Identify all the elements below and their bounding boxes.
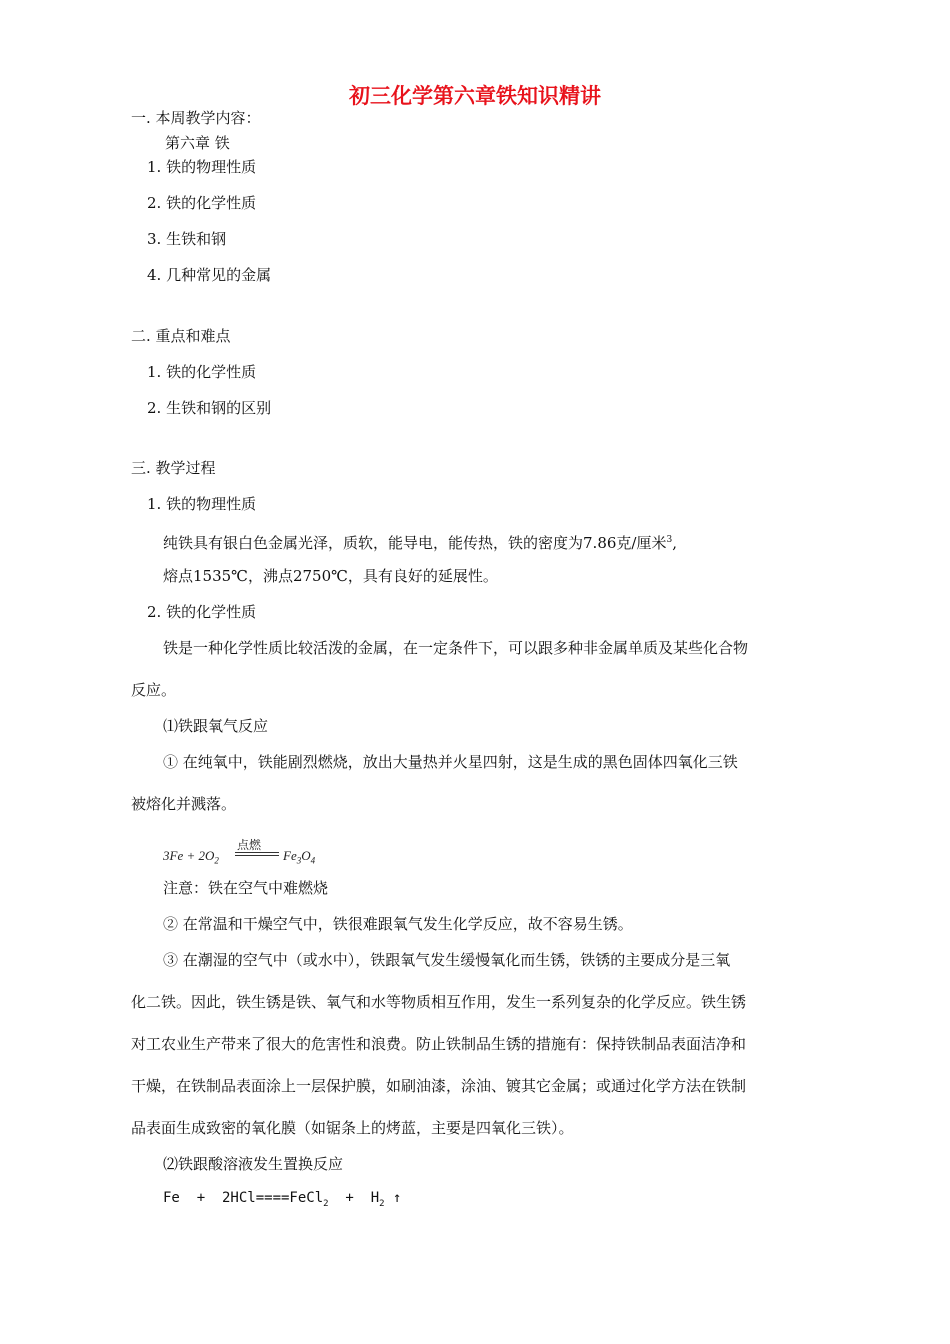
equation-iron-oxygen (163, 836, 363, 866)
list-item: 1. 铁的化学性质 (147, 363, 257, 381)
paragraph-line: 铁是一种化学性质比较活泼的金属，在一定条件下，可以跟多种非金属单质及某些化合物 (163, 639, 749, 657)
list-item: 2. 铁的化学性质 (147, 194, 257, 212)
section-3-heading: 三. 教学过程 (131, 459, 216, 477)
reaction-condition: 点燃 (237, 838, 262, 852)
superscript-3: 3 (666, 535, 673, 545)
subsection-physical: 1. 铁的物理性质 (147, 495, 257, 513)
paragraph-line: ③ 在潮湿的空气中（或水中），铁跟氧气发生缓慢氧化而生锈，铁锈的主要成分是三氧 (163, 951, 731, 969)
paragraph-line: 化二铁。因此，铁生锈是铁、氧气和水等物质相互作用，发生一系列复杂的化学反应。铁生锈 (131, 993, 747, 1011)
comma: , (672, 534, 677, 552)
paragraph-line: 被熔化并溅落。 (131, 795, 237, 813)
paragraph-line: 熔点1535℃，沸点2750℃，具有良好的延展性。 (163, 567, 498, 585)
list-item: 3. 生铁和钢 (147, 230, 227, 248)
list-item: 2. 生铁和钢的区别 (147, 399, 272, 417)
subsection-chemical: 2. 铁的化学性质 (147, 603, 257, 621)
paragraph-line: ② 在常温和干燥空气中，铁很难跟氧气发生化学反应，故不容易生锈。 (163, 915, 633, 933)
document-title: 初三化学第六章铁知识精讲 (349, 84, 601, 108)
acid-heading: ⑵铁跟酸溶液发生置换反应 (163, 1155, 344, 1173)
equals-bar (235, 855, 279, 856)
equation-lhs: $3Fe + 2O_2$ (163, 848, 219, 866)
chapter-label: 第六章 铁 (165, 134, 230, 152)
equation-iron-acid: Fe + 2HCl====FeCl$_2$ + $H_2$ ↑ (163, 1190, 402, 1209)
section-1-heading: 一. 本周教学内容： (131, 109, 261, 127)
section-2-heading: 二. 重点和难点 (131, 327, 231, 345)
equation-rhs: $Fe_3O_4$ (283, 848, 316, 866)
physical-text: 纯铁具有银白色金属光泽，质软，能导电，能传热，铁的密度为7.86克/厘米 (163, 534, 667, 552)
oxygen-heading: ⑴铁跟氧气反应 (163, 717, 269, 735)
paragraph-line: 干燥，在铁制品表面涂上一层保护膜，如刷油漆，涂油、镀其它金属；或通过化学方法在铁制 (131, 1077, 747, 1095)
note-line: 注意：铁在空气中难燃烧 (163, 879, 329, 897)
paragraph-line: 品表面生成致密的氧化膜（如锯条上的烤蓝，主要是四氧化三铁）。 (131, 1119, 574, 1137)
paragraph-line (163, 530, 677, 553)
paragraph-line: ① 在纯氧中，铁能剧烈燃烧，放出大量热并火星四射，这是生成的黑色固体四氧化三铁 (163, 753, 738, 771)
equals-bar (235, 852, 279, 853)
paragraph-line: 对工农业生产带来了很大的危害性和浪费。防止铁制品生锈的措施有：保持铁制品表面洁净和 (131, 1035, 747, 1053)
paragraph-line: 反应。 (131, 681, 177, 699)
gas-arrow-icon: ↑ (393, 1190, 402, 1206)
list-item: 4. 几种常见的金属 (147, 266, 272, 284)
list-item: 1. 铁的物理性质 (147, 158, 257, 176)
